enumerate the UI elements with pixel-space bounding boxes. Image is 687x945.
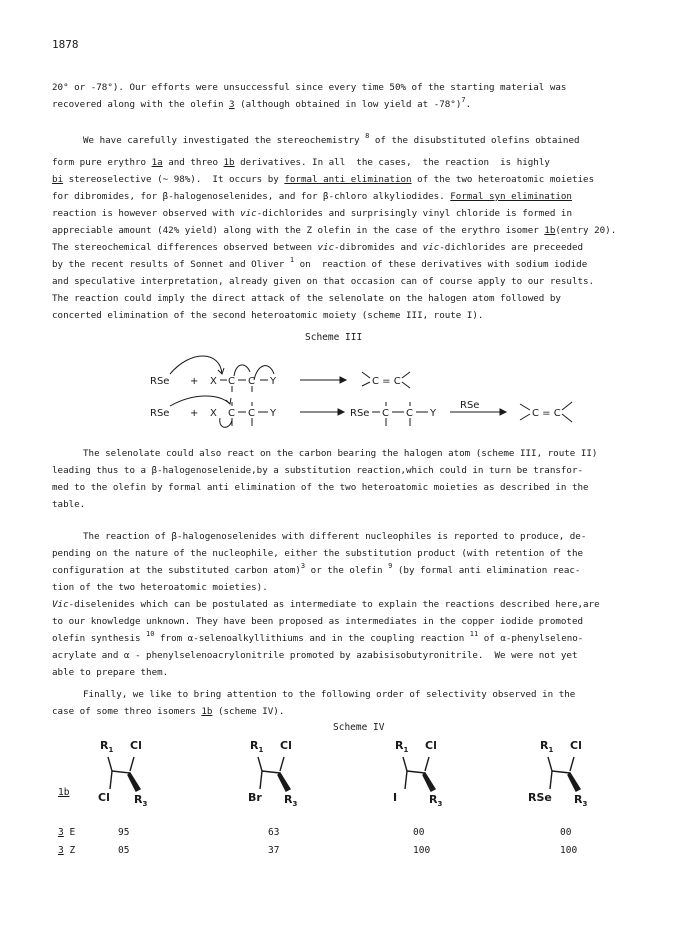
para2-line6: appreciable amount (42% yield) along with the Z olefin in the case of the erythro isomer 1b(entry 20).: [52, 225, 617, 236]
scheme3-r2-y: Y: [270, 408, 277, 419]
structure-r3-label: $R_3$: [134, 793, 148, 808]
structure-wedge-bond: [423, 773, 435, 791]
scheme4-row-letter: Z: [63, 845, 76, 856]
para3-line1: The selenolate could also react on the carbon bearing the halogen atom (scheme III, route II): [83, 448, 598, 459]
scheme4-cell: 37: [268, 845, 280, 856]
structure-bond: [130, 757, 134, 771]
para2-line4: for dibromides, for β-halogenoselenides, and for β-chloro alkyliodides. Formal syn elimination: [52, 191, 572, 202]
para2-line5: reaction is however observed with vic-dichlorides and surprisingly vinyl chloride is formed in: [52, 208, 572, 219]
structure-bond: [403, 757, 407, 771]
structure-x-label: RSe: [528, 791, 552, 804]
para1-line2: recovered along with the olefin 3 (although obtained in low yield at -78°)$^7$.: [52, 96, 472, 110]
para5-line1: Finally, we like to bring attention to the following order of selectivity observed in the: [83, 689, 576, 700]
structure-r1-label: $R_1$: [395, 739, 409, 754]
para2-line2: form pure erythro 1a and threo 1b derivatives. In all the cases, the reaction is highly: [52, 157, 550, 168]
structure-r3-label: $R_3$: [429, 793, 443, 808]
page-number: 1878: [52, 38, 79, 51]
structure-bond: [548, 757, 552, 771]
scheme4-row-letter: E: [63, 827, 76, 838]
scheme3-r1-plus: +: [190, 376, 199, 387]
para2-line9: and speculative interpretation, already given on that occasion can of course apply to our results.: [52, 276, 595, 287]
scheme3-r2-product: C = C: [532, 408, 561, 419]
structure-r3-label: $R_3$: [574, 793, 588, 808]
structure-bond: [550, 771, 552, 789]
structure-bond: [262, 771, 280, 773]
structure-bond: [570, 757, 574, 771]
scheme3-r2-c2: C: [248, 408, 255, 419]
structure-cl-label: Cl: [570, 739, 582, 752]
para4-line2: pending on the nature of the nucleophile, either the substitution product (with retention of the: [52, 548, 584, 559]
scheme3-r1-x: X: [210, 376, 217, 387]
para1-line1: 20° or -78°). Our efforts were unsuccessful since every time 50% of the starting material was: [52, 82, 567, 93]
scheme4-cell: 00: [413, 827, 425, 838]
scheme4-row-label-0: [58, 827, 75, 838]
scheme4-cell: 100: [560, 845, 578, 856]
para4-line5: Vic-diselenides which can be postulated as intermediate to explain the reactions described here,are: [52, 599, 600, 610]
scheme3-r2-rse: RSe: [150, 408, 170, 419]
scheme4-row-num: 3: [58, 827, 64, 838]
scheme4-cell: 95: [118, 827, 130, 838]
structure-r1-label: $R_1$: [250, 739, 264, 754]
para4-line4: tion of the two heteroatomic moieties).: [52, 582, 268, 593]
scheme4-row-label: 1b: [58, 787, 70, 798]
scheme4-row-num: 3: [58, 845, 64, 856]
scheme3-r2-plus: +: [190, 408, 199, 419]
para4-line3: configuration at the substituted carbon atom)$^3$ or the olefin $^9$ (by formal anti elimination reac-: [52, 562, 581, 576]
structure-bond: [280, 757, 284, 771]
para3-line3: med to the olefin by formal anti elimination of the two heteroatomic moieties as described in the: [52, 482, 589, 493]
structure-bond: [260, 771, 262, 789]
scheme3-r2-c1: C: [228, 408, 235, 419]
structure-bond: [108, 757, 112, 771]
scheme3-r1-c2: C: [248, 376, 255, 387]
para4-line1: The reaction of β-halogenoselenides with different nucleophiles is reported to produce, de-: [83, 531, 587, 542]
scheme3-r1-c1: C: [228, 376, 235, 387]
structure-cl-label: Cl: [130, 739, 142, 752]
structure-bond: [112, 771, 130, 773]
scheme4-row-label-1: [58, 845, 75, 856]
para4-line7: olefin synthesis $^{10}$ from α-selenoalkyllithiums and in the coupling reaction $^{11}$ of α-phenylseleno-: [52, 630, 584, 644]
scheme3-r1-product: C = C: [372, 376, 401, 387]
scheme3-r2-mid-rse: RSe: [350, 408, 370, 419]
structure-x-label: I: [393, 791, 398, 804]
structure-bond: [405, 771, 407, 789]
para2-line3: bi stereoselective (~ 98%). It occurs by formal anti elimination of the two heteroatomic moieties: [52, 174, 595, 185]
structure-x-label: Cl: [98, 791, 110, 804]
structure-bond: [110, 771, 112, 789]
scheme3-r2-mid-c2: C: [406, 408, 413, 419]
para2-line7: The stereochemical differences observed between vic-dibromides and vic-dichlorides are preceeded: [52, 242, 584, 253]
para4-line9: able to prepare them.: [52, 667, 169, 678]
structure-bond: [407, 771, 425, 773]
scheme3-diagram: [150, 342, 600, 440]
scheme4-cell: 100: [413, 845, 431, 856]
scheme3-r1-rse: RSe: [150, 376, 170, 387]
structure-cl-label: Cl: [425, 739, 437, 752]
scheme4-title: Scheme IV: [333, 722, 385, 733]
structure-x-label: Br: [248, 791, 262, 804]
para2-line11: concerted elimination of the second heteroatomic moiety (scheme III, route I).: [52, 310, 484, 321]
para4-line6: to our knowledge unknown. They have been proposed as intermediates in the copper iodide promoted: [52, 616, 584, 627]
scheme4-cell: 05: [118, 845, 130, 856]
structure-bond: [425, 757, 429, 771]
para4-line8: acrylate and α - phenylselenoacrylonitrile promoted by azabisisobutyronitrile. We were not yet: [52, 650, 578, 661]
structure-bond: [258, 757, 262, 771]
scheme3-title: Scheme III: [305, 332, 363, 343]
scheme3-r2-mid-y: Y: [430, 408, 437, 419]
para2-line1: We have carefully investigated the stereochemistry $^8$ of the disubstituted olefins obtained: [83, 132, 580, 146]
para5-line2: case of some threo isomers 1b (scheme IV).: [52, 706, 285, 717]
structure-wedge-bond: [568, 773, 580, 791]
scheme4-cell: 00: [560, 827, 572, 838]
structure-r3-label: $R_3$: [284, 793, 298, 808]
structure-bond: [552, 771, 570, 773]
para2-line10: The reaction could imply the direct attack of the selenolate on the halogen atom followed by: [52, 293, 561, 304]
para3-line2: leading thus to a β-halogenoselenide,by a substitution reaction,which could in turn be transfor-: [52, 465, 584, 476]
scheme4-cell: 63: [268, 827, 280, 838]
structure-r1-label: $R_1$: [100, 739, 114, 754]
scheme4-structures: [80, 735, 640, 835]
structure-wedge-bond: [128, 773, 140, 791]
structure-cl-label: Cl: [280, 739, 292, 752]
para3-line4: table.: [52, 499, 86, 510]
structure-r1-label: $R_1$: [540, 739, 554, 754]
scheme3-rse-minus-label: RSe: [460, 400, 480, 411]
structure-wedge-bond: [278, 773, 290, 791]
scheme3-r2-mid-c1: C: [382, 408, 389, 419]
scheme3-r2-x: X: [210, 408, 217, 419]
para2-line8: by the recent results of Sonnet and Oliver $^1$ on reaction of these derivatives with sodium iodide: [52, 256, 588, 270]
scheme3-r1-y: Y: [270, 376, 277, 387]
